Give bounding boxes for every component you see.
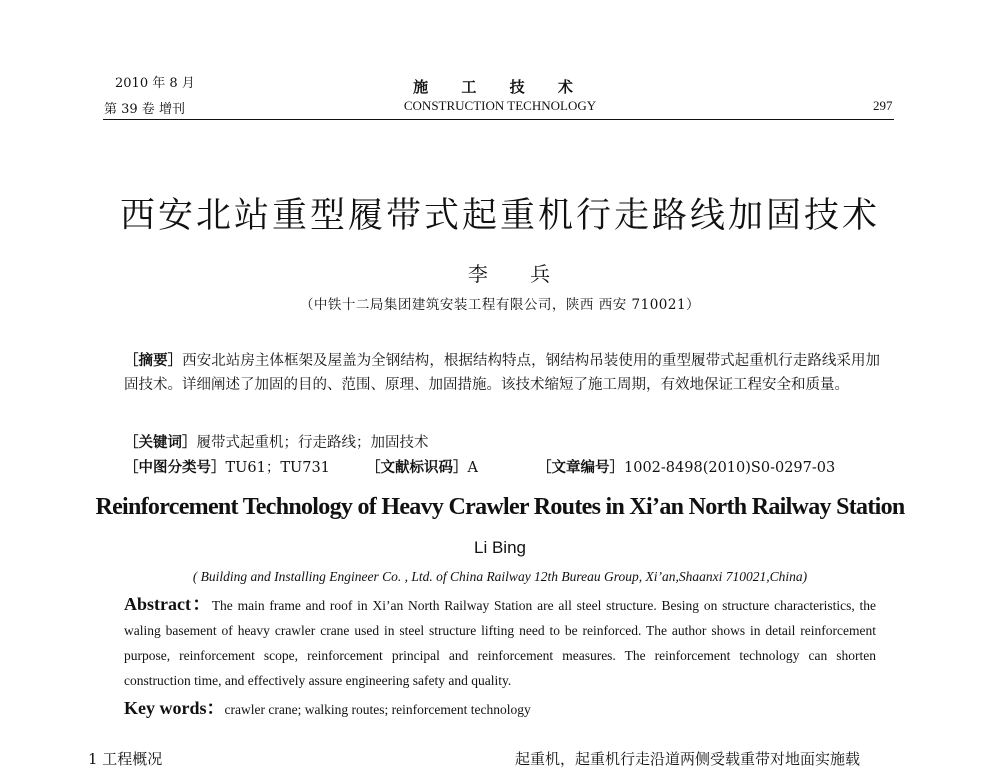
abstract-en-text: The main frame and roof in Xi’an North Railway Station are all steel structure. Besing on structure characteristics, the waling basement of heavy crawler crane used in steel structure lifting need to be reinforced. The author shows in detail reinforcement purpose, reinforcement scope, reinforcement principal and reinforcement measures. The reinforcement technology can shorten construction time, and effectively assure engineering safety and quality. [124, 598, 876, 688]
keywords-cn-label: ［关键词］ [124, 434, 197, 451]
abstract-cn [124, 349, 880, 397]
keywords-cn-text: 履带式起重机；行走路线；加固技术 [196, 435, 429, 451]
keywords-en-text: crawler crane; walking routes; reinforcement technology [224, 702, 531, 717]
article-number: ［文章编号］1002-8498(2010)S0-0297-03 [537, 459, 836, 476]
affiliation-en: ( Building and Installing Engineer Co. , Ltd. of China Railway 12th Bureau Group, Xi’an,Shaanxi 710021,China) [192, 569, 808, 584]
header-rule [103, 119, 894, 120]
section-heading-cut: 1 工程概况 [88, 750, 163, 768]
abstract-en: Abstract：The main frame and roof in Xi’an North Railway Station are all steel structure. Besing on structure characteristics, the waling basement of heavy crawler crane used in steel structure lifting need to be reinforced. The author shows in detail reinforcement purpose, reinforcement scope, reinforcement principal and reinforcement measures. The reinforcement technology can shorten construction time, and effectively assure engineering safety and quality. [124, 594, 876, 688]
clc-number: ［中图分类号］TU61；TU731 [124, 459, 330, 476]
paper-title-en: Reinforcement Technology of Heavy Crawler Routes in Xi’an North Railway Station [95, 494, 905, 520]
keywords-en: Key words：crawler crane; walking routes; reinforcement technology [124, 698, 531, 718]
journal-name-en: CONSTRUCTION TECHNOLOGY [403, 98, 597, 113]
issue-date: 2010 年 8 月 [115, 76, 195, 91]
affiliation-cn: （中铁十二局集团建筑安装工程有限公司，陕西 西安 710021） [299, 297, 701, 313]
abstract-cn-text: 西安北站房主体框架及屋盖为全钢结构，根据结构特点，钢结构吊装使用的重型履带式起重机行走路线采用加固技术。详细阐述了加固的目的、范围、原理、加固措施。该技术缩短了施工周期，有效地保证工程安全和质量。 [124, 353, 881, 393]
author-cn: 李 兵 [467, 262, 569, 286]
volume-info: 第 39 卷 增刊 [104, 102, 185, 117]
document-code: ［文献标识码］A [366, 459, 478, 476]
journal-name-cn: 施 工 技 术 [413, 78, 587, 96]
body-text-cut: 起重机，起重机行走沿道两侧受载重带对地面实施载 [515, 750, 861, 768]
paper-title-cn: 西安北站重型履带式起重机行走路线加固技术 [119, 196, 880, 236]
keywords-en-label: Key words [124, 698, 207, 718]
page-number: 297 [873, 98, 893, 113]
author-en: Li Bing [474, 538, 526, 557]
abstract-en-label: Abstract [124, 594, 191, 614]
keywords-cn [124, 431, 880, 455]
abstract-cn-label: ［摘要］ [124, 352, 183, 369]
